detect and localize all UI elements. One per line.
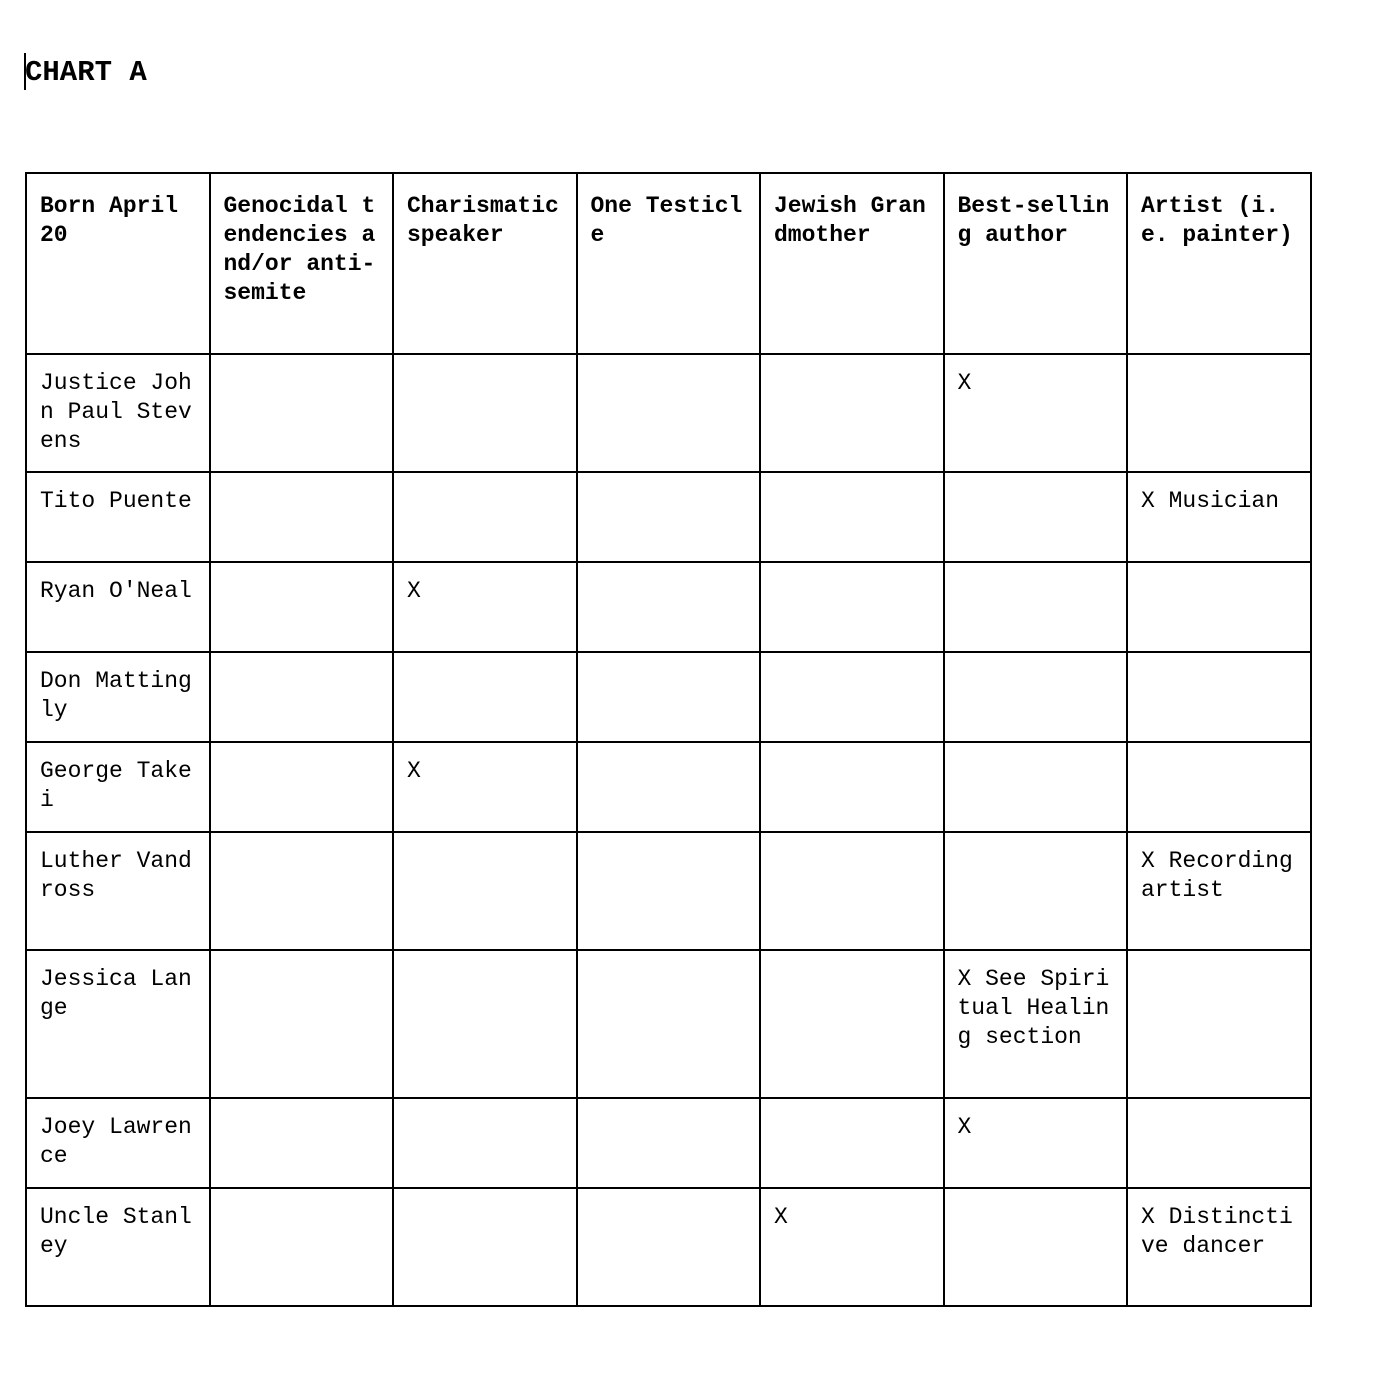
table-row [26,1188,1311,1306]
table-cell [760,562,944,652]
table-cell [393,652,577,742]
table-cell [1127,742,1311,832]
table-cell [1127,562,1311,652]
table-cell [1127,354,1311,472]
table-cell [1127,1098,1311,1188]
table-cell [393,1188,577,1306]
table-cell [577,950,761,1098]
table-row [26,950,1311,1098]
table-cell: X [760,1188,944,1306]
table-cell: Justice John Paul Stevens [26,354,210,472]
table-row [26,354,1311,472]
table-cell [210,950,394,1098]
table-cell: Don Mattingly [26,652,210,742]
table-row [26,1098,1311,1188]
table-cell [577,832,761,950]
table-cell: Joey Lawrence [26,1098,210,1188]
table-cell: X Distinctive dancer [1127,1188,1311,1306]
table-row [26,652,1311,742]
table-cell: Uncle Stanley [26,1188,210,1306]
table-cell [577,472,761,562]
column-header: Artist (i.e. painter) [1127,173,1311,354]
table-cell [210,562,394,652]
table-cell [210,472,394,562]
table-cell [1127,950,1311,1098]
table-cell: George Takei [26,742,210,832]
table-cell [944,472,1128,562]
table-cell [760,354,944,472]
table-cell [760,652,944,742]
table-cell [577,652,761,742]
table-cell [760,832,944,950]
column-header: Best-selling author [944,173,1128,354]
table-cell: X [944,1098,1128,1188]
table-cell [393,354,577,472]
table-cell [393,832,577,950]
table-cell: Tito Puente [26,472,210,562]
table-cell: Jessica Lange [26,950,210,1098]
table-cell: Luther Vandross [26,832,210,950]
table-cell: X See Spiritual Healing section [944,950,1128,1098]
table-cell [944,832,1128,950]
table-cell [760,1098,944,1188]
table-row [26,562,1311,652]
table-cell [210,652,394,742]
comparison-table [25,172,1312,1307]
table-cell [760,742,944,832]
table-cell [393,950,577,1098]
table-row [26,832,1311,950]
table-row [26,472,1311,562]
table-cell: Ryan O'Neal [26,562,210,652]
column-header: Born April 20 [26,173,210,354]
table-cell [210,1098,394,1188]
table-cell [577,742,761,832]
column-header: One Testicle [577,173,761,354]
table-cell: X [944,354,1128,472]
table-cell [210,832,394,950]
table-cell: X Musician [1127,472,1311,562]
column-header: Genocidal tendencies and/or anti-semite [210,173,394,354]
table-cell [760,472,944,562]
column-header: Charismatic speaker [393,173,577,354]
table-row [26,742,1311,832]
table-cell [944,1188,1128,1306]
table-cell [210,1188,394,1306]
table-cell [760,950,944,1098]
column-header: Jewish Grandmother [760,173,944,354]
table-cell [577,354,761,472]
table-cell [577,562,761,652]
table-cell [1127,652,1311,742]
table-cell [577,1188,761,1306]
table-cell [393,472,577,562]
document-title: CHART A [25,56,147,89]
table-cell: X [393,562,577,652]
table-cell [577,1098,761,1188]
table-cell [210,354,394,472]
table-cell [210,742,394,832]
table-cell [944,742,1128,832]
table-cell [393,1098,577,1188]
table-cell: X Recording artist [1127,832,1311,950]
table-cell: X [393,742,577,832]
table-cell [944,562,1128,652]
table-cell [944,652,1128,742]
table-header-row [26,173,1311,354]
